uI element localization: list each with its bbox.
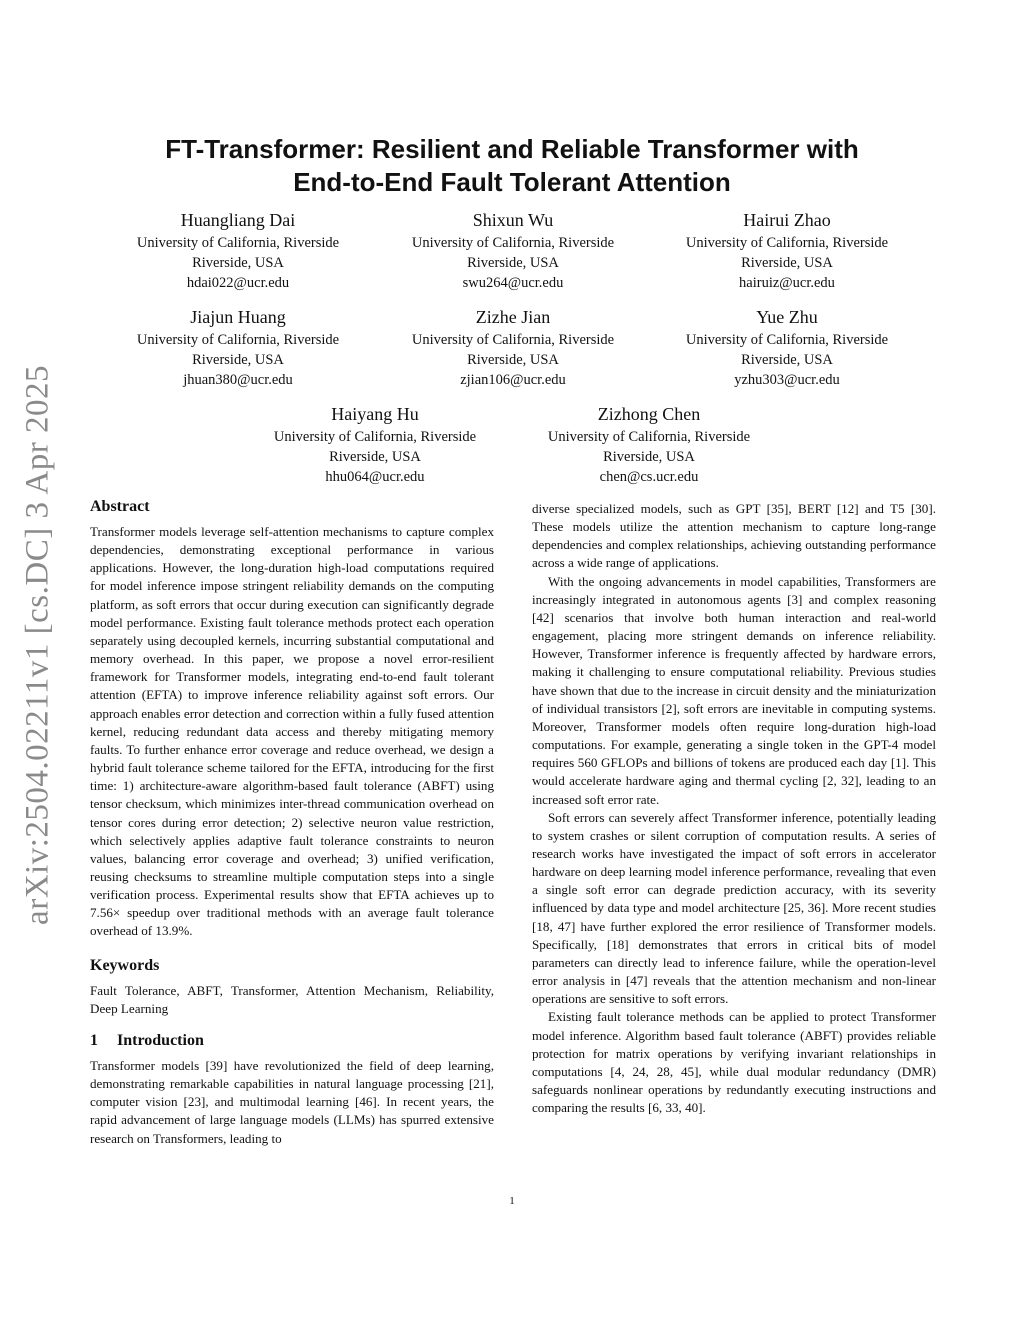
author-affiliation: University of California, Riverside [685, 235, 889, 251]
author-location: Riverside, USA [603, 449, 695, 465]
author-affiliation: University of California, Riverside [411, 235, 615, 251]
author-email: zjian106@ucr.edu [460, 372, 566, 388]
author-block [235, 401, 515, 487]
author-block [98, 207, 378, 293]
author-name: Haiyang Hu [331, 404, 419, 424]
author-block [509, 401, 789, 487]
author-email: hdai022@ucr.edu [186, 275, 290, 291]
author-name: Yue Zhu [756, 307, 818, 327]
author-affiliation: University of California, Riverside [136, 332, 340, 348]
page-number: 1 [509, 1195, 515, 1207]
author-block [647, 207, 927, 293]
author-location: Riverside, USA [467, 352, 559, 368]
left-column [90, 497, 494, 1148]
abstract-heading: Abstract [90, 498, 150, 515]
author-email: hhu064@ucr.edu [325, 469, 425, 485]
author-email: swu264@ucr.edu [462, 275, 564, 291]
introduction-paragraph: diverse specialized models, such as GPT [35], BERT [12] and T5 [30]. These models utilize the attention mechanism to capture long-range dependencies and complex relationships, achieving outstanding performance across a wide range of applications. [532, 501, 936, 571]
keywords-text: Fault Tolerance, ABFT, Transformer, Attention Mechanism, Reliability, Deep Learning [90, 982, 494, 1016]
introduction-paragraph: With the ongoing advancements in model capabilities, Transformers are increasingly integrated in autonomous agents [3] and complex reasoning [42] scenarios that involve both human interaction and real-world engagement, placing more stringent demands on inference reliability. However, Transformer inference is frequently affected by hardware errors, making it challenging to ensure computational reliability. Previous studies have shown that due to the increase in circuit density and the miniaturization of individual transistors [2], soft errors are inevitable in computing systems. Moreover, Transformer models often require long-duration high-load computations. For example, generating a single token in the GPT-4 model requires 560 GFLOPs and billions of tokens are produced each day [1]. This would accelerate hardware aging and thermal cycling [2, 32], leading to an increased soft error rate. [532, 573, 936, 807]
paper-title-line-1: FT-Transformer: Resilient and Reliable Transformer with [165, 134, 859, 164]
author-affiliation: University of California, Riverside [136, 235, 340, 251]
section-number: 1 [90, 1031, 98, 1049]
arxiv-identifier: arXiv:2504.02211v1 [cs.DC] 3 Apr 2025 [19, 365, 56, 925]
keywords-heading: Keywords [90, 956, 160, 974]
author-affiliation: University of California, Riverside [685, 332, 889, 348]
author-affiliation: University of California, Riverside [411, 332, 615, 348]
author-name: Zizhe Jian [475, 307, 551, 327]
author-name: Huangliang Dai [180, 210, 296, 230]
author-email: jhuan380@ucr.edu [183, 372, 293, 388]
right-column [532, 500, 936, 1117]
abstract-text: Transformer models leverage self-attention mechanisms to capture complex dependencies, demonstrating exceptional performance in various applications. However, the long-duration high-load computations required for model inference impose stringent reliability demands on the computing platform, as soft errors that occur during execution can significantly degrade model performance. Existing fault tolerance methods protect each operation separately using decoupled kernels, incurring substantial computational and memory overhead. In this paper, we propose a novel error-resilient framework for Transformer models, integrating end-to-end fault tolerant attention (EFTA) to improve inference reliability against soft errors. Our approach enables error detection and correction within a fully fused attention kernel, reducing redundant data access and thereby mitigating memory faults. To further enhance error coverage and reduce overhead, we design a hybrid fault tolerance scheme tailored for the EFTA, introducing for the first time: 1) architecture-aware algorithm-based fault tolerance (ABFT) using tensor checksum, which minimizes inter-thread communication overhead on tensor cores during error detection; 2) selective neuron value restriction, which selectively applies adaptive fault tolerance constraints to neuron values, balancing error coverage and overhead; 3) unified verification, reusing checksums to streamline multiple computation steps into a single verification process. Experimental results show that EFTA achieves up to 7.56× speedup over traditional methods with an average fault tolerance overhead of 13.9%. [90, 524, 494, 939]
paper-title-line-2: End-to-End Fault Tolerant Attention [293, 167, 731, 197]
author-location: Riverside, USA [192, 352, 284, 368]
author-name: Hairui Zhao [743, 210, 831, 230]
section-title: Introduction [117, 1031, 204, 1049]
author-block [373, 207, 653, 293]
introduction-paragraph: Soft errors can severely affect Transformer inference, potentially leading to system crashes or silent corruption of computation results. A series of research works have investigated the impact of soft errors in accelerator hardware on deep learning model inference performance, revealing that even a single soft error can degrade prediction accuracy, with its severity influenced by data type and model architecture [25, 36]. More recent studies [18, 47] have further explored the error resilience of Transformer models. Specifically, [18] demonstrates that errors in critical bits of model parameters can directly lead to inference failure, while the operation-level error analysis in [47] reveals that the attention mechanism and non-linear operations are sensitive to soft errors. [532, 809, 936, 1007]
author-block [647, 304, 927, 390]
author-location: Riverside, USA [741, 255, 833, 271]
author-block [373, 304, 653, 390]
author-affiliation: University of California, Riverside [547, 429, 751, 445]
author-email: hairuiz@ucr.edu [739, 275, 835, 291]
author-affiliation: University of California, Riverside [273, 429, 477, 445]
author-name: Jiajun Huang [190, 307, 286, 327]
introduction-heading [90, 1031, 494, 1051]
author-email: yzhu303@ucr.edu [734, 372, 840, 388]
introduction-paragraph: Existing fault tolerance methods can be applied to protect Transformer model inference. Algorithm based fault tolerance (ABFT) provides reliable protection for matrix operations by verifying invariant relationships in computations [4, 24, 28, 45], while dual modular redundancy (DMR) safeguards nonlinear operations by redundantly executing instructions and comparing the results [6, 33, 40]. [532, 1009, 936, 1116]
author-location: Riverside, USA [329, 449, 421, 465]
introduction-paragraph: Transformer models [39] have revolutionized the field of deep learning, demonstrating remarkable capabilities in natural language processing [21], computer vision [23], and multimodal learning [46]. In recent years, the rapid advancement of large language models (LLMs) has spurred extensive research on Transformers, leading to [90, 1057, 494, 1146]
author-name: Zizhong Chen [597, 404, 701, 424]
author-location: Riverside, USA [467, 255, 559, 271]
author-email: chen@cs.ucr.edu [599, 469, 699, 485]
paper-title [80, 133, 944, 199]
author-location: Riverside, USA [741, 352, 833, 368]
author-name: Shixun Wu [472, 210, 554, 230]
author-location: Riverside, USA [192, 255, 284, 271]
author-block [98, 304, 378, 390]
